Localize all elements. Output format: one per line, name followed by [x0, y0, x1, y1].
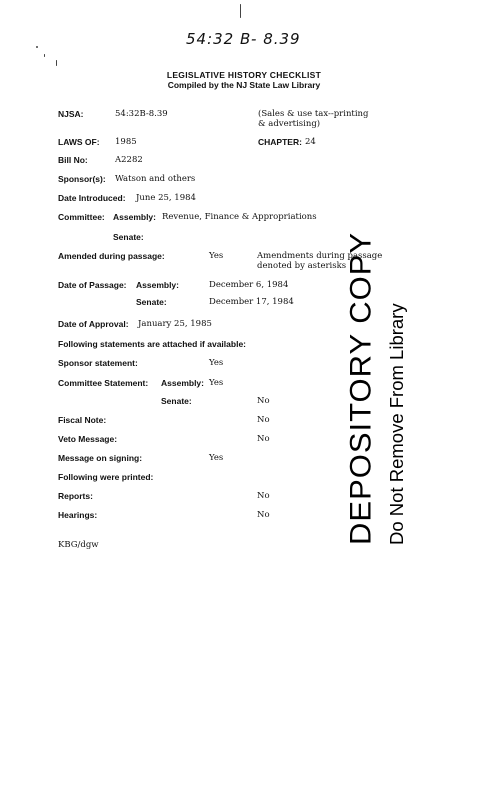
njsa-value: 54:32B-8.39 [115, 109, 168, 119]
date-of-approval-value: January 25, 1985 [138, 319, 212, 329]
laws-of-label: LAWS OF: [58, 137, 100, 147]
scan-speck [44, 54, 45, 57]
njsa-note-line2: & advertising) [258, 119, 321, 129]
committee-senate-label: Senate: [113, 232, 144, 242]
depository-stamp-line1: DEPOSITORY COPY [344, 231, 378, 545]
amended-note-line1: Amendments during passage [257, 251, 383, 261]
passage-assembly-value: December 6, 1984 [209, 280, 289, 290]
chapter-label: CHAPTER: [258, 137, 302, 147]
chapter-value: 24 [305, 137, 316, 147]
passage-senate-value: December 17, 1984 [209, 297, 294, 307]
committee-statement-assembly-label: Assembly: [161, 378, 204, 388]
message-on-signing-label: Message on signing: [58, 453, 143, 463]
veto-message-value: No [257, 434, 270, 444]
handwritten-statute-ref: 54:32 B- 8.39 [186, 30, 301, 48]
message-on-signing-value: Yes [209, 453, 224, 463]
scan-speck [56, 60, 57, 66]
committee-statement-senate-value: No [257, 396, 270, 406]
depository-stamp-line2: Do Not Remove From Library [386, 303, 407, 545]
bill-no-value: A2282 [115, 155, 143, 165]
date-introduced-label: Date Introduced: [58, 193, 126, 203]
bill-no-label: Bill No: [58, 155, 88, 165]
reports-value: No [257, 491, 270, 501]
amended-note-line2: denoted by asterisks [257, 261, 347, 271]
reports-label: Reports: [58, 491, 93, 501]
committee-statement-assembly-value: Yes [209, 378, 224, 388]
fiscal-note-label: Fiscal Note: [58, 415, 107, 425]
printed-heading: Following were printed: [58, 472, 154, 482]
sponsors-value: Watson and others [115, 174, 196, 184]
passage-assembly-label: Assembly: [136, 280, 179, 290]
initials: KBG/dgw [58, 540, 99, 550]
sponsor-statement-label: Sponsor statement: [58, 358, 138, 368]
committee-label: Committee: [58, 212, 105, 222]
fiscal-note-value: No [257, 415, 270, 425]
statements-heading: Following statements are attached if available: [58, 339, 246, 349]
sponsor-statement-value: Yes [209, 358, 224, 368]
date-of-approval-label: Date of Approval: [58, 319, 129, 329]
sponsors-label: Sponsor(s): [58, 174, 106, 184]
amended-label: Amended during passage: [58, 251, 165, 261]
passage-senate-label: Senate: [136, 297, 167, 307]
hearings-label: Hearings: [58, 510, 98, 520]
date-introduced-value: June 25, 1984 [136, 193, 196, 203]
committee-statement-senate-label: Senate: [161, 396, 192, 406]
scan-speck [36, 46, 38, 48]
laws-of-value: 1985 [115, 137, 137, 147]
hearings-value: No [257, 510, 270, 520]
committee-assembly-value: Revenue, Finance & Appropriations [162, 212, 317, 222]
amended-value: Yes [209, 251, 224, 261]
committee-assembly-label: Assembly: [113, 212, 156, 222]
page-title: LEGISLATIVE HISTORY CHECKLIST [166, 70, 322, 80]
page-subtitle: Compiled by the NJ State Law Library [167, 80, 321, 90]
veto-message-label: Veto Message: [58, 434, 118, 444]
njsa-label: NJSA: [58, 109, 84, 119]
committee-statement-label: Committee Statement: [58, 378, 149, 388]
date-of-passage-label: Date of Passage: [58, 280, 127, 290]
njsa-note-line1: (Sales & use tax--printing [258, 109, 369, 119]
scan-speck [240, 4, 241, 18]
